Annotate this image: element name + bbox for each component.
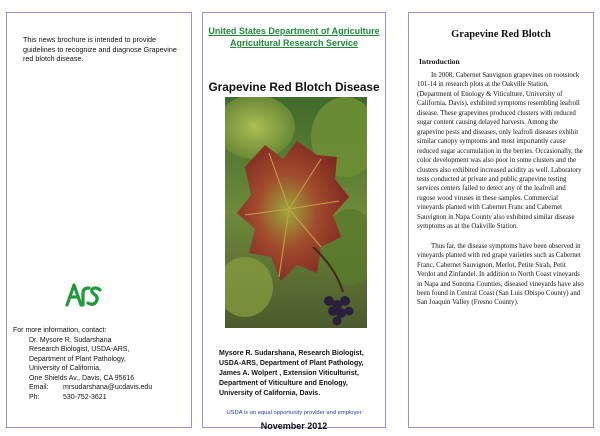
ars-logo-icon	[63, 279, 103, 309]
intro-note: This news brochure is intended to provide guidelines to recognize and diagnose Grapevine red blotch disease.	[23, 35, 177, 64]
introduction-body	[417, 71, 585, 308]
publication-date: November 2012	[260, 421, 328, 431]
grapevine-leaf-photo	[225, 97, 367, 328]
contact-line: One Shields Av., Davis, CA 95616	[29, 374, 135, 382]
agency-heading[interactable]	[203, 25, 385, 49]
authors-block: Mysore R. Sudarshana, Research Biologist, USDA-ARS, Department of Plant Pathology, James A. Wolpert , Extension Viticulturist, Department of Viticulture and Enology, University of California, Davis.	[219, 350, 364, 397]
agency-line-1: United States Department of Agriculture	[208, 26, 380, 36]
agency-line-2: Agricultural Research Service	[229, 38, 359, 48]
equal-opportunity-note: USDA is an equal opportunity provider and employer	[226, 410, 362, 416]
email-row	[13, 383, 193, 393]
email-link[interactable]: mrsudarshana@ucdavis.edu	[63, 384, 153, 391]
phone-label: Ph:	[29, 393, 40, 401]
paragraph: Thus far, the disease symptoms have been observed in vineyards planted with red grape varieties such as Cabernet Franc, Cabernet Sauvignon, Merlot, Petite Sirah, Petit Verdot and Zinfandel. In addition to North Coast vineyards in Napa and Sonoma Counties, diseased vineyards have also been found in Central Coast (San Luis Obispo County) and San Joaquin Valley (Fresno County).	[417, 242, 584, 307]
contact-line: Research Biologist, USDA-ARS,	[29, 346, 130, 353]
phone-row	[13, 393, 193, 403]
phone-value: 530-752-3621	[63, 393, 107, 401]
inside-title: Grapevine Red Blotch	[451, 29, 551, 40]
cover-title: Grapevine Red Blotch Disease	[208, 80, 380, 94]
brochure-back-panel	[6, 12, 192, 428]
brochure-cover-panel	[202, 12, 386, 431]
contact-line: Dr. Mysore R. Sudarshana	[29, 336, 112, 344]
section-heading: Introduction	[419, 57, 460, 66]
contact-heading: For more information, contact:	[13, 327, 107, 334]
contact-line: Department of Plant Pathology,	[29, 355, 126, 363]
email-label: Email:	[29, 384, 49, 391]
contact-block	[13, 326, 193, 402]
brochure-inside-panel	[408, 12, 594, 428]
contact-line: University of California,	[29, 365, 101, 372]
paragraph: In 2008, Cabernet Sauvignon grapevines on rootstock 101-14 in research plots at the Oakville Station, (Department of Enology & Viticulture, University of California, Davis), exhibited symptoms resembling leafroll disease. These grapevines produced clusters with reduced sugar content causing delayed harvests. Among the grapevine pests and diseases, only leafroll diseases exhibit similar canopy symptoms and most importantly cause reduced sugar accumulation in the berries. Occasionally, the color development was also poor in some clusters and the clusters also exhibited increased acidity as well. Laboratory tests conducted at private and public grapevine testing services centers failed to detect any of the leafroll and rugose wood viruses in these samples. Commercial vineyards planted with Cabernet Franc and Cabernet Sauvignon in Napa County also exhibited similar disease symptoms as at the Oakville Station.	[417, 72, 583, 231]
